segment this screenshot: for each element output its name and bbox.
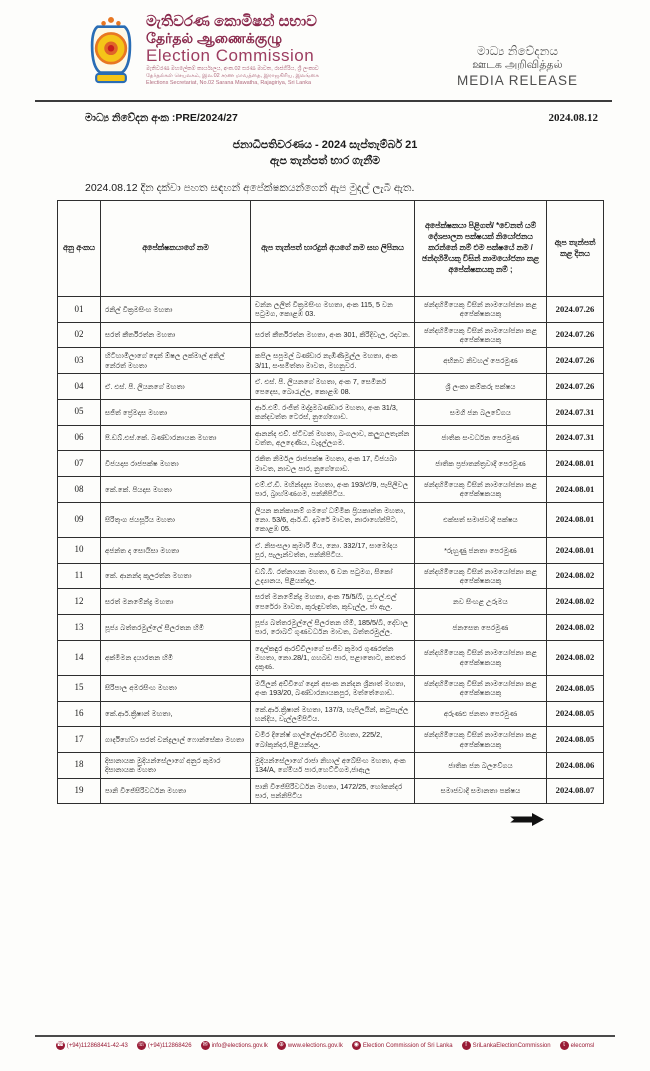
twitter-icon: t [560,1041,569,1050]
deposit-date-cell: 2024.08.06 [547,752,604,778]
deposit-date-cell: 2024.07.26 [547,348,604,374]
serial-number-cell: 18 [58,752,101,778]
depositor-name-address-cell: එම්.ඒ.ඩී. මහින්දදාස මහතා, අංක 193/ඒ/9, පැපිලිවල පාර, බ්‍රාහ්මණගම, පන්නිපිටිය. [251,477,415,503]
deposit-date-cell: 2024.08.01 [547,502,604,537]
party-affiliation-cell: ඡන්දහිමියෙකු විසින් නාමයෝජනා කළ අපේක්ෂකයකු [415,322,547,348]
candidate-name-cell: කේ.ආර්.ක්‍රිෂාන් මහතා, [101,701,251,727]
footer-item-text: info@elections.gov.lk [211,1042,268,1049]
serial-number-cell: 10 [58,537,101,563]
table-row [58,297,604,323]
party-affiliation-cell: ඡන්දහිමියෙකු විසින් නාමයෝජනා කළ අපේක්ෂකයකු [415,727,547,753]
candidate-name-cell: ගාර්දිහේවා සරත් චන්ද්‍රලාල් ෆොන්සේකා මහතා [101,727,251,753]
deposit-date-cell: 2024.08.05 [547,675,604,701]
release-type-english: MEDIA RELEASE [456,72,578,88]
deposit-date-cell: 2024.08.02 [547,563,604,589]
serial-number-cell: 11 [58,563,101,589]
address-line-sinhala: මැතිවරණ මහලේකම් කාර්යාලය, අංක.02 සරණ මාවත, රාජගිරිය, ශ්‍රී ලංකාව [146,65,319,72]
party-affiliation-cell: ජනසෙත පෙරමුණ [415,614,547,640]
serial-number-cell: 15 [58,675,101,701]
facebook-icon: f [462,1041,471,1050]
intro-paragraph: 2024.08.12 දින දක්වා පහත සඳහන් අපේක්ෂකයන්ගෙන් ඇප මුදල් ලැබී ඇත. [85,182,415,194]
deposit-date-cell: 2024.07.31 [547,425,604,451]
footer-item-text: SriLankaElectionCommission [472,1042,551,1049]
header-deposit-date: ඇප තැන්පත් කළ දිනය [547,201,604,297]
table-row [58,563,604,589]
globe-icon: ⊕ [278,1042,284,1048]
party-affiliation-cell: නව සිංහළ උරුමය [415,589,547,615]
header-serial-number: අනු අංකය [58,201,101,297]
candidate-name-cell: අක්මීමන දයාරතන හිමි [101,640,251,675]
header-candidate-name: අපේක්ෂකයාගේ නම [101,201,251,297]
candidate-name-cell: හිටිහාමිලාගේ දොන් ඕෂල ලක්මාල් අනිල් නේරත් මහතා [101,348,251,374]
serial-number-cell: 16 [58,701,101,727]
deposit-date-cell: 2024.08.01 [547,537,604,563]
footer-item [352,1041,453,1050]
header-party-affiliation: අපේක්ෂකයා පිළිගත්/ *වෙනත් යම් දේශපාලන පක්ෂයක් නියෝජනය කරන්නේ නම් එම පක්ෂයේ නම / ඡන්දහිමියකු විසින් නාමයෝජනා කළ අපේක්ෂකයකු නම් ; [415,201,547,297]
depositor-name-address-cell: පූජ්‍ය බත්තරමුල්ලේ සීලරතන හිමි, 185/5/බී, දේවාල පාර, රොබට් ගුණවර්ධන මාවත, බත්තරමුල්ල. [251,614,415,640]
camera-icon: ◉ [353,1042,359,1048]
party-affiliation-cell: අභිනව නිවහල් පෙරමුණ [415,348,547,374]
depositor-name-address-cell: ආර්.එම්. රංජිත් මද්දුමබණ්ඩාර මහතා, අංක 31/3, කන්දවත්ත ටෙරස්, නුගේගොඩ. [251,399,415,425]
title-line-2: ඇප තැන්පත් භාර ගැනීම [269,154,381,167]
depositor-name-address-cell: සරත් මනමේන්ද්‍ර මහතා, අංක 75/5/බී, යු.එල්.එල් පෙරේරා මාවත, කුරුඳුවත්ත, කුඩැල්ල, ජා ඇල. [251,589,415,615]
release-type-sinhala: මාධ්‍ය නිවේදනය [476,44,558,58]
depositor-name-address-cell: සරත් කීර්තිරත්න මහතා, අංක 301, කිරිදිවැල, රදාවන. [251,322,415,348]
serial-number-cell: 06 [58,425,101,451]
party-affiliation-cell: ඡන්දහිමියෙකු විසින් නාමයෝජනා කළ අපේක්ෂකයකු [415,675,547,701]
footer-item-text: www.elections.gov.lk [287,1042,343,1049]
title-line-1: ජනාධිපතිවරණය - 2024 සැප්තැම්බර් 21 [232,139,418,151]
depositor-name-address-cell: මයිලන් අච්චිගේ දොන් අසංක නන්දන ශ්‍රීනාත් මහතා, අංක 193/20, බණ්ඩාරනායකපුර, මත්තේගොඩ. [251,675,415,701]
candidate-name-cell: කේ.කේ. පියදාස මහතා [101,477,251,503]
org-name-english: Election Commission [146,46,315,66]
deposit-date-cell: 2024.07.26 [547,297,604,323]
party-affiliation-cell: සමාජවාදී සමානතා පක්ෂය [415,778,547,804]
depositor-name-address-cell: ආනන්ද එච්. ස්ටීවන් මහතා, බංගලාව, කලුගලතැන්න වත්ත, අලදෙණිය, වැදැල්ලගම. [251,425,415,451]
footer-item-text: (+94)112868441-42-43 [66,1042,128,1049]
table-row [58,425,604,451]
depositor-name-address-cell: ඩබ්.බී. රත්නායක මහතා, 6 වන පටුමග, සිකෝ උද්‍යානය, පිළියන්දල. [251,563,415,589]
serial-number-cell: 03 [58,348,101,374]
table-row [58,374,604,400]
serial-number-cell: 12 [58,589,101,615]
table-row [58,701,604,727]
party-affiliation-cell: අරුණළු ජනතා පෙරමුණ [415,701,547,727]
party-affiliation-cell: ඡන්දහිමියෙකු විසින් නාමයෝජනා කළ අපේක්ෂකයකු [415,563,547,589]
release-type-block [457,44,578,90]
table-row [58,614,604,640]
deposit-date-cell: 2024.08.01 [547,451,604,477]
party-affiliation-cell: එක්සත් සමාජවාදී පක්ෂය [415,502,547,537]
table-row [58,778,604,804]
table-row [58,348,604,374]
footer-item [56,1041,128,1050]
depositor-name-address-cell: දෙල්කඳුර ආරච්චිලාගේ සංජීව කුමාර ගුණරත්න මහතා, නො.28/1, ගහබඩ පාර, පළාතොට, කළුතර දකුණ. [251,640,415,675]
serial-number-cell: 14 [58,640,101,675]
phone-icon: ☎ [56,1042,64,1048]
footer-item [560,1041,595,1050]
deposit-date-cell: 2024.07.26 [547,322,604,348]
table-row [58,752,604,778]
candidate-name-cell: විජයදාස රාජපක්ෂ මහතා [101,451,251,477]
org-name-tamil: தேர்தல் ஆணைக்குழு [146,29,283,46]
party-affiliation-cell: ශ්‍රී ලංකා කම්කරු පක්ෂය [415,374,547,400]
deposit-date-cell: 2024.08.01 [547,477,604,503]
serial-number-cell: 02 [58,322,101,348]
candidate-name-cell: පූජ්‍ය බත්තරමුල්ලේ සීලරතන හිමි [101,614,251,640]
party-affiliation-cell: ජාතික ජන බලවේගය [415,752,547,778]
address-line-english: Elections Secretariat, No.02 Sarana Mawatha, Rajagiriya, Sri Lanka [146,80,312,87]
serial-number-cell: 05 [58,399,101,425]
party-affiliation-cell: ඡන්දහිමියෙකු විසින් නාමයෝජනා කළ අපේක්ෂකයකු [415,640,547,675]
depositor-name-address-cell: ඒ. නිසංසලා කුමාරි මිය, නො. 332/17, සාමෝදය පුර, පැලැන්වත්ත, පන්නිපිටිය. [251,537,415,563]
serial-number-cell: 04 [58,374,101,400]
release-type-tamil: ஊடக அறிவித்தல் [472,59,563,71]
release-date: 2024.08.12 [548,112,598,124]
deposit-date-cell: 2024.08.07 [547,778,604,804]
party-affiliation-cell: ජාතික සංවර්ධන පෙරමුණ [415,425,547,451]
party-affiliation-cell: ජාතික ප්‍රජාතන්ත්‍රවාදී පෙරමුණ [415,451,547,477]
serial-number-cell: 07 [58,451,101,477]
table-row [58,675,604,701]
candidate-name-cell: සිරිපාල අමරසිංහ මහතා [101,675,251,701]
depositor-name-address-cell: ලියන කන්කානම් ගමගේ ධම්මික ප්‍රියකාන්ත මහතා, නො. 53/6, ආර්.ඩී. දාබරේ මාවත, නාරාහේන්පිට, කොළඹ 05. [251,502,415,537]
serial-number-cell: 09 [58,502,101,537]
serial-number-cell: 19 [58,778,101,804]
candidate-name-cell: සරත් කීර්තිරත්න මහතා [101,322,251,348]
email-icon: ✉ [202,1042,208,1048]
candidate-name-cell: අජන්ත ද සොයිසා මහතා [101,537,251,563]
deposit-date-cell: 2024.08.05 [547,727,604,753]
table-row [58,502,604,537]
candidate-name-cell: පානි විජේසිරිවර්ධන මහතා [101,778,251,804]
release-number: මාධ්‍ය නිවේදන අංක :PRE/2024/27 [85,112,238,124]
table-row [58,727,604,753]
fax-icon: ☏ [137,1042,146,1048]
table-row [58,640,604,675]
deposit-date-cell: 2024.07.31 [547,399,604,425]
candidate-name-cell: සිරිතුංග ජයසූරිය මහතා [101,502,251,537]
candidate-name-cell: දිසානායක මුදියන්සේලාගේ අනුර කුමාර දිසානායක මහතා [101,752,251,778]
deposit-date-cell: 2024.08.05 [547,701,604,727]
address-line-tamil: தேர்தல்கள் செயலகம், இல.02 சரண மாவத்தை, இராஜகிரிய, இலங்கை [146,72,319,79]
footer-item-text: Election Commission of Sri Lanka [362,1042,453,1049]
masthead [84,14,319,88]
party-affiliation-cell: සමගි ජන බලවේගය [415,399,547,425]
table-row [58,537,604,563]
footer-item-text: elecomsl [570,1042,595,1049]
header-depositor-name-address: ඇප තැන්පත් භාරදුන් අයගේ නම සහ ලිපිනය [251,201,415,297]
candidate-name-cell: සජිත් ප්‍රේමදාස මහතා [101,399,251,425]
party-affiliation-cell: ඡන්දහිමියෙකු විසින් නාමයෝජනා කළ අපේක්ෂකයකු [415,297,547,323]
depositor-name-address-cell: ඒ. එස්. පී. ලියනගේ මහතා, අංක 7, සෙමිනර් පෙදෙස, බොරැල්ල, කොළඹ 08. [251,374,415,400]
deposit-date-cell: 2024.08.02 [547,614,604,640]
party-affiliation-cell: ඡන්දහිමියෙකු විසින් නාමයෝජනා කළ අපේක්ෂකයකු [415,477,547,503]
footer-item [137,1041,192,1050]
deposit-date-cell: 2024.08.02 [547,589,604,615]
deposits-table-wrapper [57,200,603,804]
candidate-name-cell: රනිල් වික්‍රමසිංහ මහතා [101,297,251,323]
election-commission-emblem-icon [84,14,138,88]
candidate-name-cell: පී.ඩබ්.එස්.කේ. බණ්ඩාරනායක මහතා [101,425,251,451]
depositor-name-address-cell: කේ.ආර්.ක්‍රිෂාන් මහතා, 137/3, හැපිලයින්, කටුපැල්ල හන්දිය, වැල්ලම්පිටිය. [251,701,415,727]
candidate-name-cell: සරත් මනමේන්ද්‍ර මහතා [101,589,251,615]
org-name-sinhala: මැතිවරණ කොමිෂන් සභාව [146,13,317,30]
table-header-row [58,201,604,297]
table-row [58,477,604,503]
header-divider [35,100,612,102]
footer-item [462,1041,551,1050]
serial-number-cell: 13 [58,614,101,640]
table-row [58,399,604,425]
depositor-name-address-cell: පානි විජේසිරිවර්ධන මහතා, 1472/25, හෝකන්දර පාර, පන්නිපිටිය [251,778,415,804]
deposit-date-cell: 2024.07.26 [547,374,604,400]
footer-divider [35,1035,615,1037]
candidate-name-cell: ඒ. එස්. පී. ලියනගේ මහතා [101,374,251,400]
table-row [58,451,604,477]
serial-number-cell: 08 [58,477,101,503]
table-row [58,589,604,615]
footer-item [201,1041,268,1050]
depositor-name-address-cell: මුදියන්සේලාගේ රාජා නිහාල් අබේසිංහ මහතා, අංක 134/A, ගේමියර් පාර,හෙට්ටිගම,ජාඇල [251,752,415,778]
table-row [58,322,604,348]
party-affiliation-cell: *රුහුණු ජනතා පෙරමුණ [415,537,547,563]
document-title [0,138,650,170]
serial-number-cell: 17 [58,727,101,753]
footer-item [277,1041,343,1050]
footer-item-text: (+94)112868426 [147,1042,192,1049]
footer-contact-bar [35,1041,615,1050]
candidate-name-cell: කේ. ආනන්ද කුලරත්න මහතා [101,563,251,589]
deposits-table [57,200,604,804]
deposit-date-cell: 2024.08.02 [547,640,604,675]
serial-number-cell: 01 [58,297,101,323]
depositor-name-address-cell: කපිල සපුමල් බණ්ඩාර නැඹිණිමුල්ල මහතා, අංක 3/11, සංඝමිත්තා මාවත, මහනුවර. [251,348,415,374]
depositor-name-address-cell: රකිත නිර්මල රාජපක්ෂ මහතා, අංක 17, විජයබා මාවත, නාවල පාර, නුගේගොඩ. [251,451,415,477]
depositor-name-address-cell: චන්න ලලිත් වික්‍රමසිංහ මහතා, අංක 115, 5 වන පටුමග, කොළඹ 03. [251,297,415,323]
next-page-arrow-icon [509,812,545,827]
depositor-name-address-cell: චමිර දිනේෂ් ගාල්ලේආරච්චි මහතා, 225/2, බෝකුන්දර,පිළියන්දල. [251,727,415,753]
